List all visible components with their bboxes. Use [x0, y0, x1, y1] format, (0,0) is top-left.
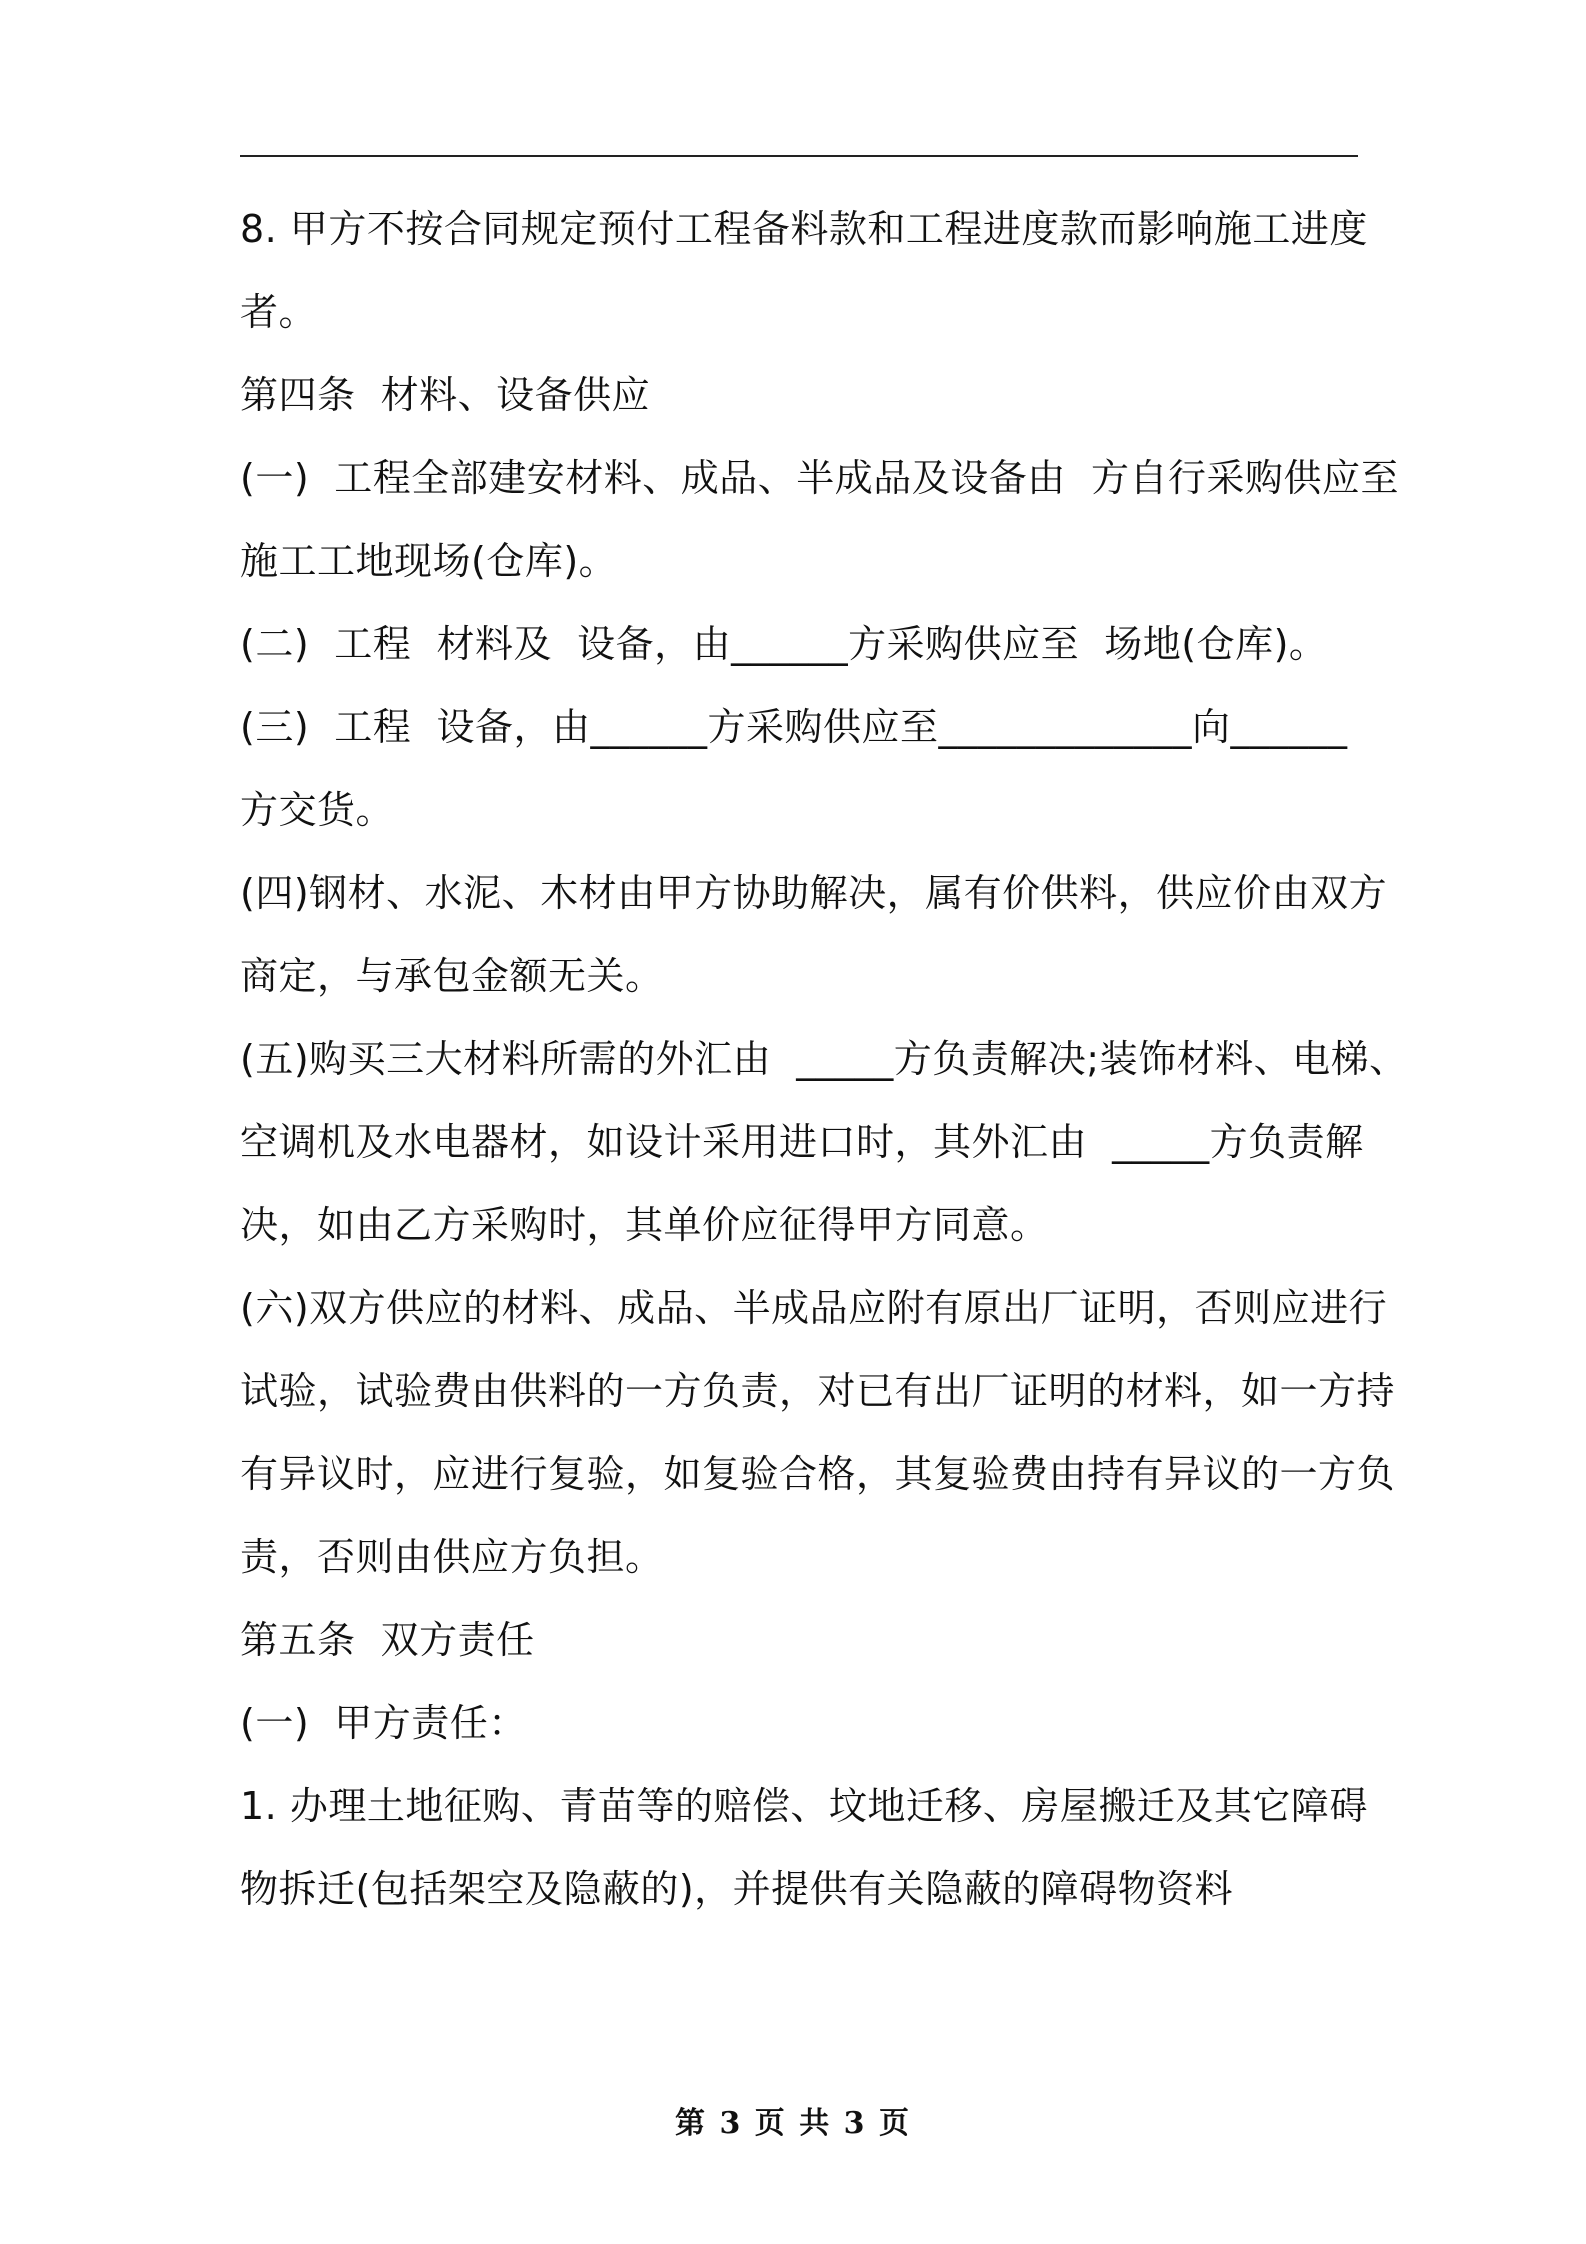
- text-line: 1. 办理土地征购、青苗等的赔偿、坟地迁移、房屋搬迁及其它障碍: [240, 1784, 1368, 1828]
- page-number: 第 3 页 共 3 页: [675, 2106, 911, 2141]
- section-heading: 第五条 双方责任: [240, 1618, 535, 1662]
- text-line: 商定，与承包金额无关。: [240, 954, 664, 998]
- text-line: (三) 工程 设备，由______方采购供应至_____________向______: [240, 705, 1348, 749]
- text-line: 者。: [240, 290, 318, 334]
- text-line: 责，否则由供应方负担。: [240, 1535, 664, 1579]
- document-body: [240, 188, 1408, 1931]
- text-line: (六)双方供应的材料、成品、半成品应附有原出厂证明，否则应进行: [240, 1286, 1388, 1330]
- text-line: 物拆迁(包括架空及隐蔽的)，并提供有关隐蔽的障碍物资料: [240, 1867, 1234, 1911]
- text-line: (一) 工程全部建安材料、成品、半成品及设备由 方自行采购供应至: [240, 456, 1399, 500]
- text-line: 空调机及水电器材，如设计采用进口时，其外汇由 _____方负责解: [240, 1120, 1364, 1164]
- header-rule: [240, 155, 1358, 157]
- text-line: (四)钢材、水泥、木材由甲方协助解决，属有价供料，供应价由双方: [240, 871, 1388, 915]
- text-line: 8. 甲方不按合同规定预付工程备料款和工程进度款而影响施工进度: [240, 207, 1368, 251]
- text-line: 有异议时，应进行复验，如复验合格，其复验费由持有异议的一方负: [240, 1452, 1396, 1496]
- text-line: 施工工地现场(仓库)。: [240, 539, 618, 583]
- text-line: (二) 工程 材料及 设备，由______方采购供应至 场地(仓库)。: [240, 622, 1328, 666]
- text-line: 方交货。: [240, 788, 395, 832]
- text-line: (一) 甲方责任：: [240, 1701, 527, 1745]
- section-heading: 第四条 材料、设备供应: [240, 373, 651, 417]
- text-line: 决，如由乙方采购时，其单价应征得甲方同意。: [240, 1203, 1049, 1247]
- text-line: 试验，试验费由供料的一方负责，对已有出厂证明的材料，如一方持: [240, 1369, 1396, 1413]
- text-line: (五)购买三大材料所需的外汇由 _____方负责解决;装饰材料、电梯、: [240, 1037, 1408, 1081]
